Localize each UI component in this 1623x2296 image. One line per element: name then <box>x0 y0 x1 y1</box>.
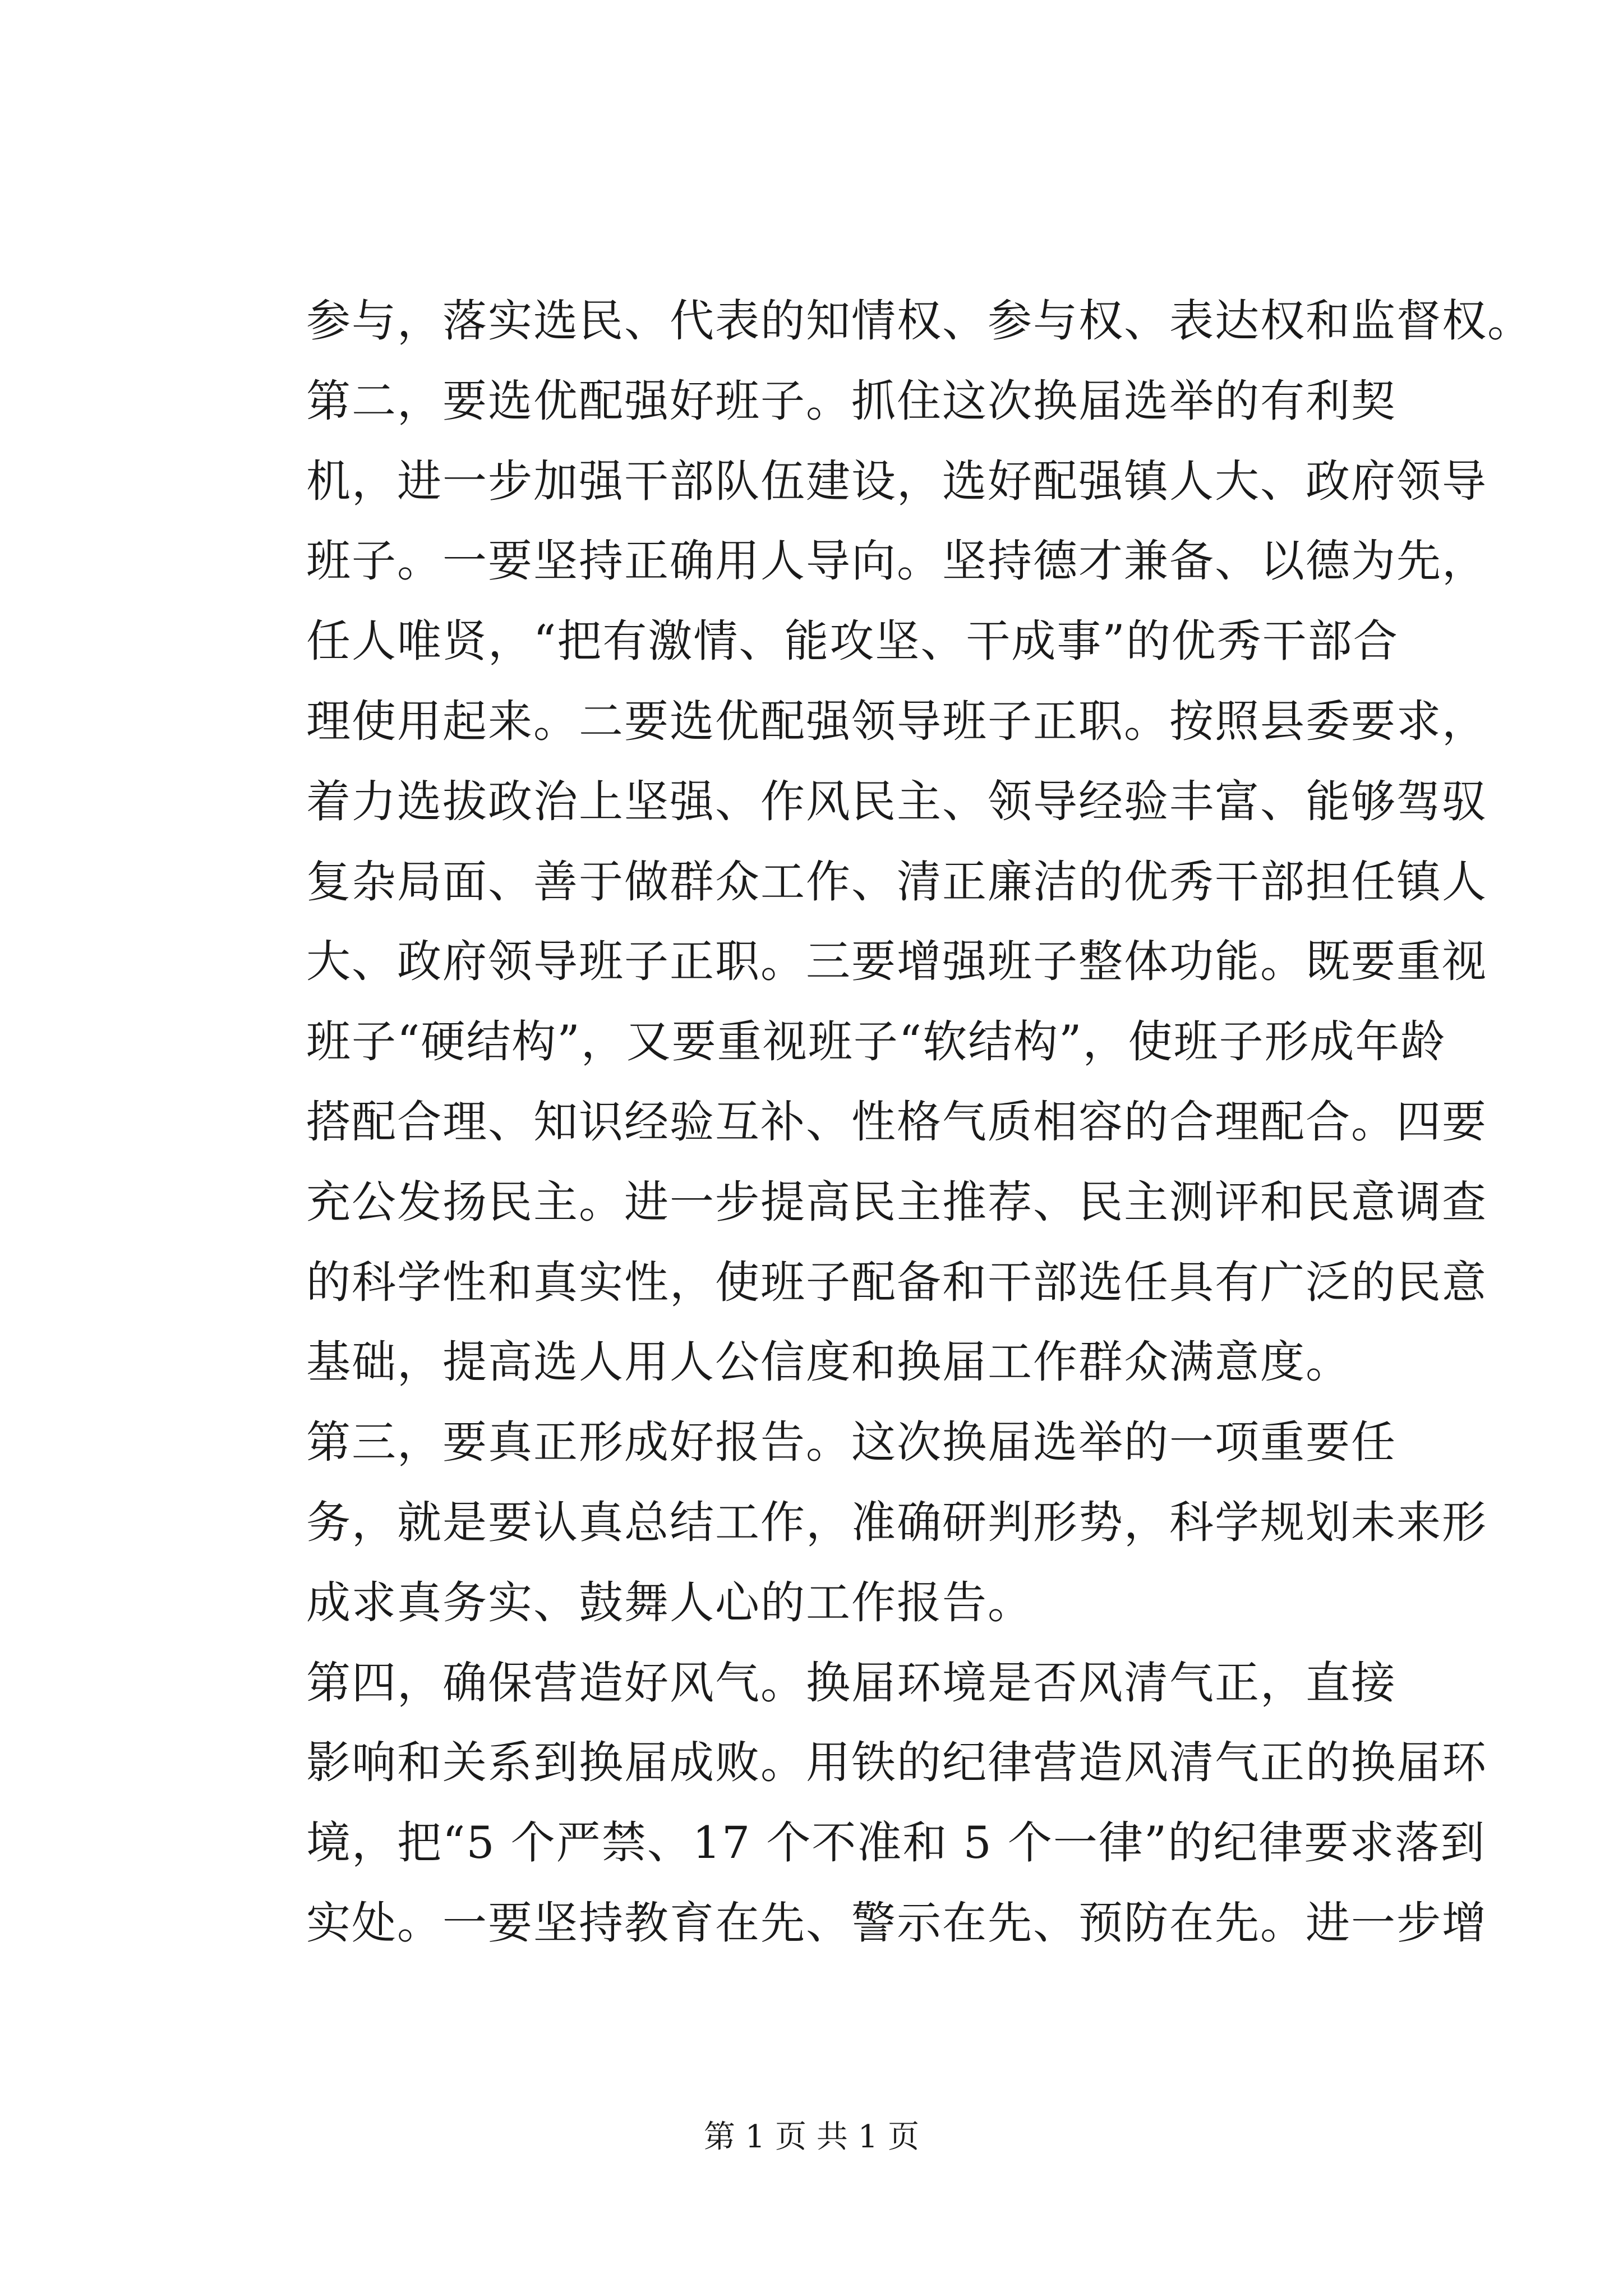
text-line: 影响和关系到换届成败。用铁的纪律营造风清气正的换届环 <box>306 1737 1487 1788</box>
text-line: 机，进一步加强干部队伍建设，选好配强镇人大、政府领导 <box>306 455 1487 507</box>
text-line: 基础，提高选人用人公信度和换届工作群众满意度。 <box>306 1336 1351 1388</box>
text-line: 班子。一要坚持正确用人导向。坚持德才兼备、以德为先， <box>306 535 1487 587</box>
text-line: 大、政府领导班子正职。三要增强班子整体功能。既要重视 <box>306 936 1487 987</box>
text-line: 的科学性和真实性，使班子配备和干部选任具有广泛的民意 <box>306 1257 1487 1308</box>
text-line: 境，把“5 个严禁、17 个不准和 5 个一律”的纪律要求落到 <box>306 1817 1486 1869</box>
text-line: 第二，要选优配强好班子。抓住这次换届选举的有利契 <box>306 375 1396 427</box>
page-footer: 第 1 页 共 1 页 <box>703 2119 920 2155</box>
text-line: 实处。一要坚持教育在先、警示在先、预防在先。进一步增 <box>306 1897 1487 1949</box>
text-line: 成求真务实、鼓舞人心的工作报告。 <box>306 1577 1033 1628</box>
text-line: 着力选拔政治上坚强、作风民主、领导经验丰富、能够驾驭 <box>306 776 1487 827</box>
text-line: 第四，确保营造好风气。换届环境是否风清气正，直接 <box>306 1657 1396 1709</box>
text-line: 务，就是要认真总结工作，准确研判形势，科学规划未来形 <box>306 1497 1487 1548</box>
text-line: 第三，要真正形成好报告。这次换届选举的一项重要任 <box>306 1416 1396 1468</box>
text-line: 参与，落实选民、代表的知情权、参与权、表达权和监督权。 <box>306 295 1533 347</box>
text-line: 班子“硬结构”，又要重视班子“软结构”，使班子形成年龄 <box>306 1016 1446 1068</box>
text-line: 复杂局面、善于做群众工作、清正廉洁的优秀干部担任镇人 <box>306 856 1487 908</box>
text-line: 搭配合理、知识经验互补、性格气质相容的合理配合。四要 <box>306 1096 1487 1148</box>
text-line: 任人唯贤，“把有激情、能攻坚、干成事”的优秀干部合 <box>306 615 1399 667</box>
text-line: 理使用起来。二要选优配强领导班子正职。按照县委要求， <box>306 696 1487 747</box>
text-line: 充公发扬民主。进一步提高民主推荐、民主测评和民意调查 <box>306 1176 1487 1228</box>
